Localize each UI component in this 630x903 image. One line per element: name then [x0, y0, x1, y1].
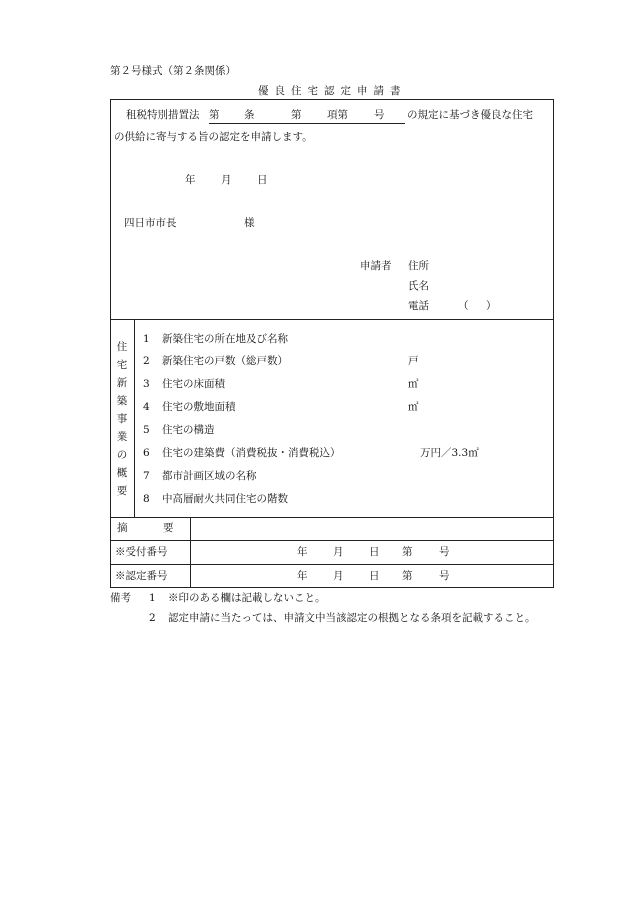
applicant-name-label: 氏名 — [408, 280, 429, 292]
summary-label-1: 摘 — [117, 522, 128, 534]
application-text-1: の規定に基づき優良な住宅 — [407, 109, 533, 121]
date-year: 年 — [185, 174, 196, 186]
note-number: 1 — [149, 592, 156, 604]
list-item-number: 5 — [143, 424, 150, 436]
side-char: 要 — [116, 485, 128, 497]
note-text: 認定申請に当たっては、申請文中当該認定の根拠となる条項を記載すること。 — [168, 612, 536, 624]
receipt-dai: 第 — [402, 546, 413, 558]
side-char: の — [116, 449, 128, 461]
list-item-unit: 万円／3.3㎡ — [420, 447, 479, 459]
list-item-number: 3 — [143, 378, 150, 390]
approval-year: 年 — [297, 570, 308, 582]
document-title: 優良住宅認定申請書 — [258, 85, 407, 97]
application-text-2: の供給に寄与する旨の認定を申請します。 — [114, 131, 313, 143]
approval-dai: 第 — [402, 570, 413, 582]
list-item-unit: 戸 — [408, 355, 419, 367]
approval-gou: 号 — [439, 570, 450, 582]
applicant-phone-label: 電話 — [408, 300, 429, 312]
divider-label-column — [190, 517, 191, 588]
side-char: 住 — [116, 341, 128, 353]
list-item-number: 6 — [143, 447, 150, 459]
phone-paren-open: （ — [458, 300, 469, 312]
receipt-day: 日 — [369, 546, 380, 558]
addressee-honorific: 様 — [244, 217, 255, 229]
addressee: 四日市市長 — [124, 217, 177, 229]
divider-receipt — [110, 564, 554, 565]
note-text: ※印のある欄は記載しないこと。 — [168, 592, 326, 604]
note-number: 2 — [149, 612, 156, 624]
side-char: 宅 — [116, 359, 128, 371]
side-char: 新 — [116, 377, 128, 389]
list-item-number: 4 — [143, 401, 150, 413]
divider-summary — [110, 540, 554, 541]
list-item-unit: ㎡ — [408, 401, 419, 413]
law-name: 租税特別措置法 — [126, 109, 200, 121]
list-item-label: 住宅の敷地面積 — [162, 401, 236, 413]
list-item-label: 住宅の構造 — [162, 424, 215, 436]
list-item-label: 住宅の床面積 — [162, 378, 225, 390]
list-item-number: 1 — [143, 333, 150, 345]
list-item-label: 都市計画区域の名称 — [162, 470, 257, 482]
approval-day: 日 — [369, 570, 380, 582]
list-item-number: 8 — [143, 493, 150, 505]
approval-label: ※認定番号 — [115, 570, 168, 582]
article-suffix: 条 — [244, 109, 255, 121]
list-item-label: 新築住宅の戸数（総戸数） — [162, 355, 288, 367]
side-char: 業 — [116, 431, 128, 443]
divider-application — [110, 319, 554, 320]
paragraph-item: 項第 — [327, 109, 348, 121]
paragraph-prefix: 第 — [291, 109, 302, 121]
side-char: 築 — [116, 395, 128, 407]
applicant-label: 申請者 — [360, 260, 392, 272]
notes-label: 備考 — [110, 592, 131, 604]
list-item-label: 新築住宅の所在地及び名称 — [162, 333, 288, 345]
side-char: 概 — [116, 467, 128, 479]
list-item-label: 住宅の建築費（消費税抜・消費税込） — [162, 447, 341, 459]
list-item-unit: ㎡ — [408, 378, 419, 390]
phone-paren-close: ） — [486, 300, 497, 312]
side-char: 事 — [116, 413, 128, 425]
date-month: 月 — [221, 174, 232, 186]
form-number: 第２号様式（第２条関係） — [110, 65, 236, 77]
approval-month: 月 — [333, 570, 344, 582]
article-underline — [209, 123, 405, 124]
list-item-number: 2 — [143, 355, 150, 367]
item-suffix: 号 — [374, 109, 385, 121]
list-item-label: 中高層耐火共同住宅の階数 — [162, 493, 288, 505]
receipt-gou: 号 — [439, 546, 450, 558]
divider-overview — [110, 517, 554, 518]
list-item-number: 7 — [143, 470, 150, 482]
date-day: 日 — [257, 174, 268, 186]
applicant-address-label: 住所 — [408, 260, 429, 272]
summary-label-2: 要 — [163, 522, 174, 534]
receipt-year: 年 — [297, 546, 308, 558]
receipt-month: 月 — [333, 546, 344, 558]
divider-overview-side — [134, 319, 135, 517]
receipt-label: ※受付番号 — [115, 546, 168, 558]
article-prefix: 第 — [209, 109, 220, 121]
